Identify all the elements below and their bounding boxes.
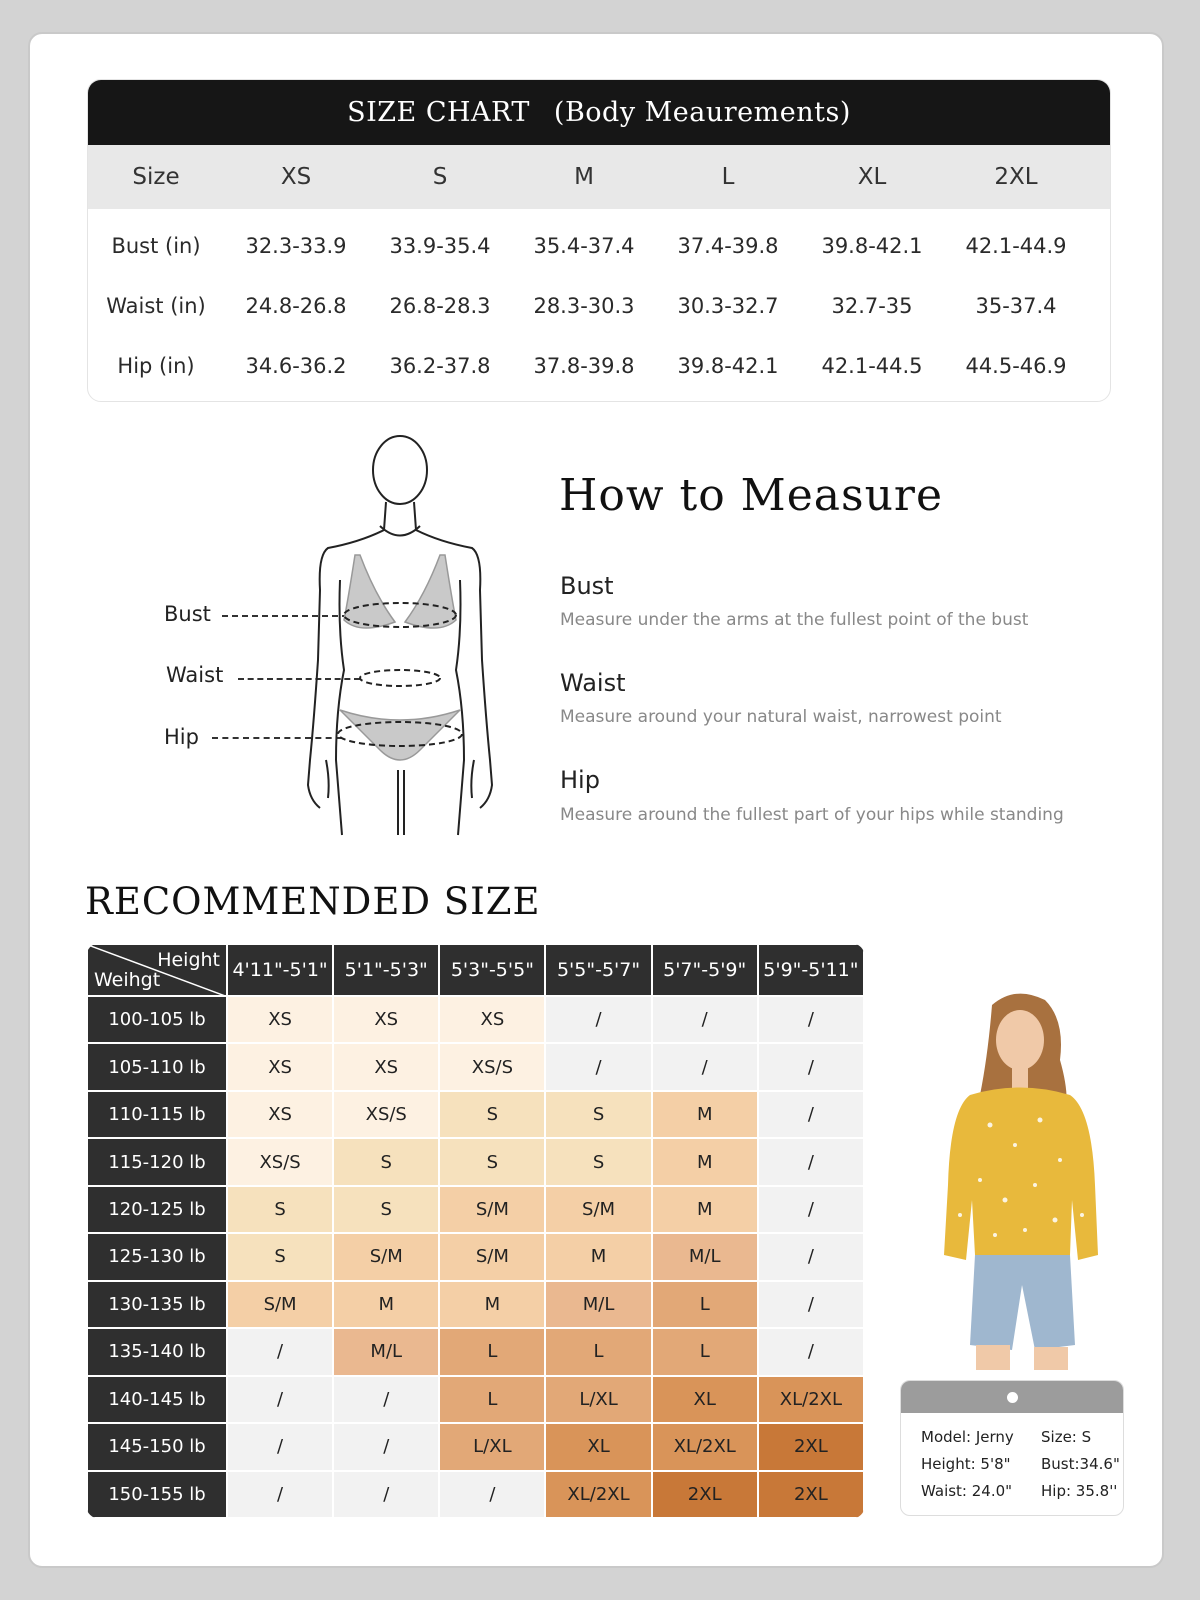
size-chart-row-label: Waist (in): [106, 294, 206, 318]
height-column-header: 5'1"-5'3": [333, 944, 439, 996]
recommended-size-cell: M/L: [545, 1281, 651, 1328]
recommended-size-cell: /: [758, 996, 864, 1043]
recommended-size-cell: /: [758, 1281, 864, 1328]
recommended-size-title: RECOMMENDED SIZE: [85, 880, 541, 923]
recommended-size-cell: 2XL: [758, 1423, 864, 1470]
recommended-size-cell: /: [227, 1328, 333, 1375]
model-height: Height: 5'8": [921, 1454, 1011, 1473]
recommended-size-cell: XS/S: [439, 1043, 545, 1090]
size-chart-cell: 26.8-28.3: [389, 294, 491, 318]
height-weight-corner: [87, 944, 227, 996]
recommended-size-cell: /: [545, 1043, 651, 1090]
model-leg-right: [1034, 1347, 1068, 1370]
recommended-size-cell: /: [333, 1376, 439, 1423]
model-row-2: [901, 1450, 1123, 1477]
table-row: [87, 1043, 864, 1090]
how-to-measure-title: How to Measure: [559, 470, 943, 521]
measure-bust-desc: Measure under the arms at the fullest point of the bust: [560, 610, 1029, 630]
weight-row-header: 145-150 lb: [87, 1423, 227, 1470]
size-chart-cell: 34.6-36.2: [245, 354, 347, 378]
size-chart-cell: 36.2-37.8: [389, 354, 491, 378]
recommended-size-cell: XS: [227, 1043, 333, 1090]
recommended-size-cell: M: [333, 1281, 439, 1328]
size-chart-cell: 24.8-26.8: [245, 294, 347, 318]
size-chart-title: [88, 80, 1110, 145]
size-chart-cell: 30.3-32.7: [677, 294, 779, 318]
table-row: [87, 1328, 864, 1375]
size-chart-row-label: Hip (in): [117, 354, 195, 378]
recommended-size-cell: S: [439, 1091, 545, 1138]
size-chart-cell: 42.1-44.9: [965, 234, 1067, 258]
recommended-size-cell: S: [227, 1233, 333, 1280]
recommended-size-cell: L: [545, 1328, 651, 1375]
model-shorts: [970, 1255, 1075, 1350]
recommended-size-cell: /: [227, 1471, 333, 1518]
size-chart-header-cell: 2XL: [994, 164, 1038, 190]
size-chart-cell: 35.4-37.4: [533, 234, 635, 258]
recommended-size-cell: XS: [227, 996, 333, 1043]
recommended-size-cell: /: [758, 1138, 864, 1185]
recommended-size-cell: 2XL: [652, 1471, 758, 1518]
weight-row-header: 130-135 lb: [87, 1281, 227, 1328]
table-row: [87, 1281, 864, 1328]
recommended-size-cell: S/M: [227, 1281, 333, 1328]
recommended-size-cell: L/XL: [439, 1423, 545, 1470]
recommended-size-cell: /: [227, 1423, 333, 1470]
size-chart-cell: 35-37.4: [975, 294, 1057, 318]
weight-row-header: 110-115 lb: [87, 1091, 227, 1138]
size-chart-cell: 39.8-42.1: [821, 234, 923, 258]
model-blouse: [944, 1088, 1098, 1261]
model-card-header: [901, 1381, 1123, 1413]
recommended-size-cell: S: [333, 1186, 439, 1233]
recommended-size-cell: S: [545, 1138, 651, 1185]
model-card-dot: [1007, 1392, 1018, 1403]
model-bust: Bust:34.6": [1041, 1454, 1120, 1473]
size-chart-header-cell: XL: [857, 164, 887, 190]
height-column-header: 5'3"-5'5": [439, 944, 545, 996]
recommended-size-cell: S: [439, 1138, 545, 1185]
size-chart-row-label: Bust (in): [111, 234, 201, 258]
table-row: [87, 1138, 864, 1185]
model-size: Size: S: [1041, 1427, 1092, 1446]
corner-weight-label: Weihgt: [94, 969, 161, 991]
recommended-size-cell: /: [652, 1043, 758, 1090]
recommended-size-cell: XL/2XL: [652, 1423, 758, 1470]
model-neck: [1012, 1067, 1028, 1089]
recommended-size-cell: /: [545, 996, 651, 1043]
size-chart-header-cell: Size: [132, 164, 180, 190]
size-chart-subtitle: (Body Meaurements): [553, 97, 851, 128]
recommended-size-cell: 2XL: [758, 1471, 864, 1518]
recommended-size-cell: /: [758, 1043, 864, 1090]
weight-row-header: 115-120 lb: [87, 1138, 227, 1185]
table-row: [87, 1186, 864, 1233]
table-row: [87, 1471, 864, 1518]
size-chart-row: [88, 276, 1110, 336]
model-info-card: [900, 1380, 1124, 1516]
recommended-size-cell: XL: [652, 1376, 758, 1423]
height-column-header: 5'5"-5'7": [545, 944, 651, 996]
measure-waist-heading: Waist: [560, 669, 626, 697]
recommended-size-cell: /: [439, 1471, 545, 1518]
size-chart-body: [88, 209, 1110, 396]
size-chart-header-cell: M: [574, 164, 594, 190]
size-chart-row: [88, 216, 1110, 276]
recommended-size-cell: L: [439, 1328, 545, 1375]
recommended-size-cell: /: [758, 1233, 864, 1280]
recommended-size-cell: /: [758, 1091, 864, 1138]
recommended-size-cell: L: [652, 1281, 758, 1328]
size-chart-cell: 32.7-35: [831, 294, 913, 318]
recommended-size-cell: XS/S: [333, 1091, 439, 1138]
table-row: [87, 996, 864, 1043]
recommended-size-cell: S/M: [439, 1233, 545, 1280]
table-row: [87, 1091, 864, 1138]
table-row: [87, 1233, 864, 1280]
size-chart-row: [88, 336, 1110, 396]
weight-row-header: 135-140 lb: [87, 1328, 227, 1375]
size-chart-cell: 28.3-30.3: [533, 294, 635, 318]
height-column-header: 4'11"-5'1": [227, 944, 333, 996]
table-row: [87, 1423, 864, 1470]
recommended-size-cell: S: [227, 1186, 333, 1233]
measure-hip-heading: Hip: [560, 766, 600, 794]
recommended-size-table: [86, 943, 865, 1519]
recommended-size-cell: L/XL: [545, 1376, 651, 1423]
size-chart-cell: 42.1-44.5: [821, 354, 923, 378]
recommended-size-cell: XL/2XL: [758, 1376, 864, 1423]
recommended-size-cell: XL: [545, 1423, 651, 1470]
size-chart-cell: 37.4-39.8: [677, 234, 779, 258]
recommended-size-cell: S: [333, 1138, 439, 1185]
weight-row-header: 150-155 lb: [87, 1471, 227, 1518]
recommended-size-cell: S/M: [545, 1186, 651, 1233]
body-figure-illustration: [300, 430, 510, 840]
weight-row-header: 120-125 lb: [87, 1186, 227, 1233]
size-chart-header-cell: L: [721, 164, 735, 190]
recommended-size-cell: S: [545, 1091, 651, 1138]
size-chart-cell: 37.8-39.8: [533, 354, 635, 378]
height-column-header: 5'7"-5'9": [652, 944, 758, 996]
recommended-size-cell: /: [333, 1471, 439, 1518]
recommended-size-cell: /: [652, 996, 758, 1043]
size-chart-cell: 39.8-42.1: [677, 354, 779, 378]
model-hip: Hip: 35.8'': [1041, 1481, 1118, 1500]
recommended-size-cell: XS/S: [227, 1138, 333, 1185]
recommended-size-cell: M: [652, 1091, 758, 1138]
size-chart-cell: 32.3-33.9: [245, 234, 347, 258]
measure-bust-heading: Bust: [560, 572, 614, 600]
recommended-size-cell: M: [545, 1233, 651, 1280]
recommended-size-cell: L: [652, 1328, 758, 1375]
recommended-size-cell: XS: [439, 996, 545, 1043]
figure-label-bust: Bust: [164, 602, 211, 626]
model-leg-left: [976, 1345, 1010, 1370]
recommended-size-cell: M: [439, 1281, 545, 1328]
recommended-size-cell: S/M: [333, 1233, 439, 1280]
recommended-size-cell: /: [758, 1186, 864, 1233]
recommended-size-cell: M/L: [333, 1328, 439, 1375]
weight-row-header: 105-110 lb: [87, 1043, 227, 1090]
model-row-1: [901, 1423, 1123, 1450]
size-chart-header-row: [88, 145, 1110, 209]
recommended-size-cell: XS: [227, 1091, 333, 1138]
model-waist: Waist: 24.0": [921, 1481, 1013, 1500]
size-chart-header-cell: S: [432, 164, 448, 190]
recommended-size-cell: XS: [333, 1043, 439, 1090]
weight-row-header: 100-105 lb: [87, 996, 227, 1043]
recommended-body: [87, 996, 864, 1518]
recommended-size-cell: S/M: [439, 1186, 545, 1233]
recommended-header-row: [87, 944, 864, 996]
measure-waist-desc: Measure around your natural waist, narrowest point: [560, 707, 1002, 727]
corner-height-label: Height: [157, 949, 220, 971]
model-face: [996, 1010, 1044, 1070]
measure-hip-desc: Measure around the fullest part of your hips while standing: [560, 805, 1064, 825]
weight-row-header: 125-130 lb: [87, 1233, 227, 1280]
figure-label-hip: Hip: [164, 725, 199, 749]
recommended-size-cell: XS: [333, 996, 439, 1043]
size-chart-header-cell: XS: [280, 164, 312, 190]
recommended-size-cell: M/L: [652, 1233, 758, 1280]
recommended-size-cell: /: [758, 1328, 864, 1375]
recommended-size-cell: M: [652, 1138, 758, 1185]
recommended-size-cell: /: [227, 1376, 333, 1423]
recommended-size-cell: L: [439, 1376, 545, 1423]
figure-label-waist: Waist: [166, 663, 224, 687]
recommended-size-cell: XL/2XL: [545, 1471, 651, 1518]
table-row: [87, 1376, 864, 1423]
weight-row-header: 140-145 lb: [87, 1376, 227, 1423]
model-name: Model: Jerny: [921, 1427, 1014, 1446]
size-chart-cell: 44.5-46.9: [965, 354, 1067, 378]
model-row-3: [901, 1477, 1123, 1504]
recommended-size-cell: /: [333, 1423, 439, 1470]
height-column-header: 5'9"-5'11": [758, 944, 864, 996]
size-chart: [87, 79, 1111, 402]
recommended-size-cell: M: [652, 1186, 758, 1233]
size-chart-title-text: SIZE CHART: [347, 97, 530, 128]
size-chart-cell: 33.9-35.4: [389, 234, 491, 258]
model-photo: [920, 985, 1120, 1370]
